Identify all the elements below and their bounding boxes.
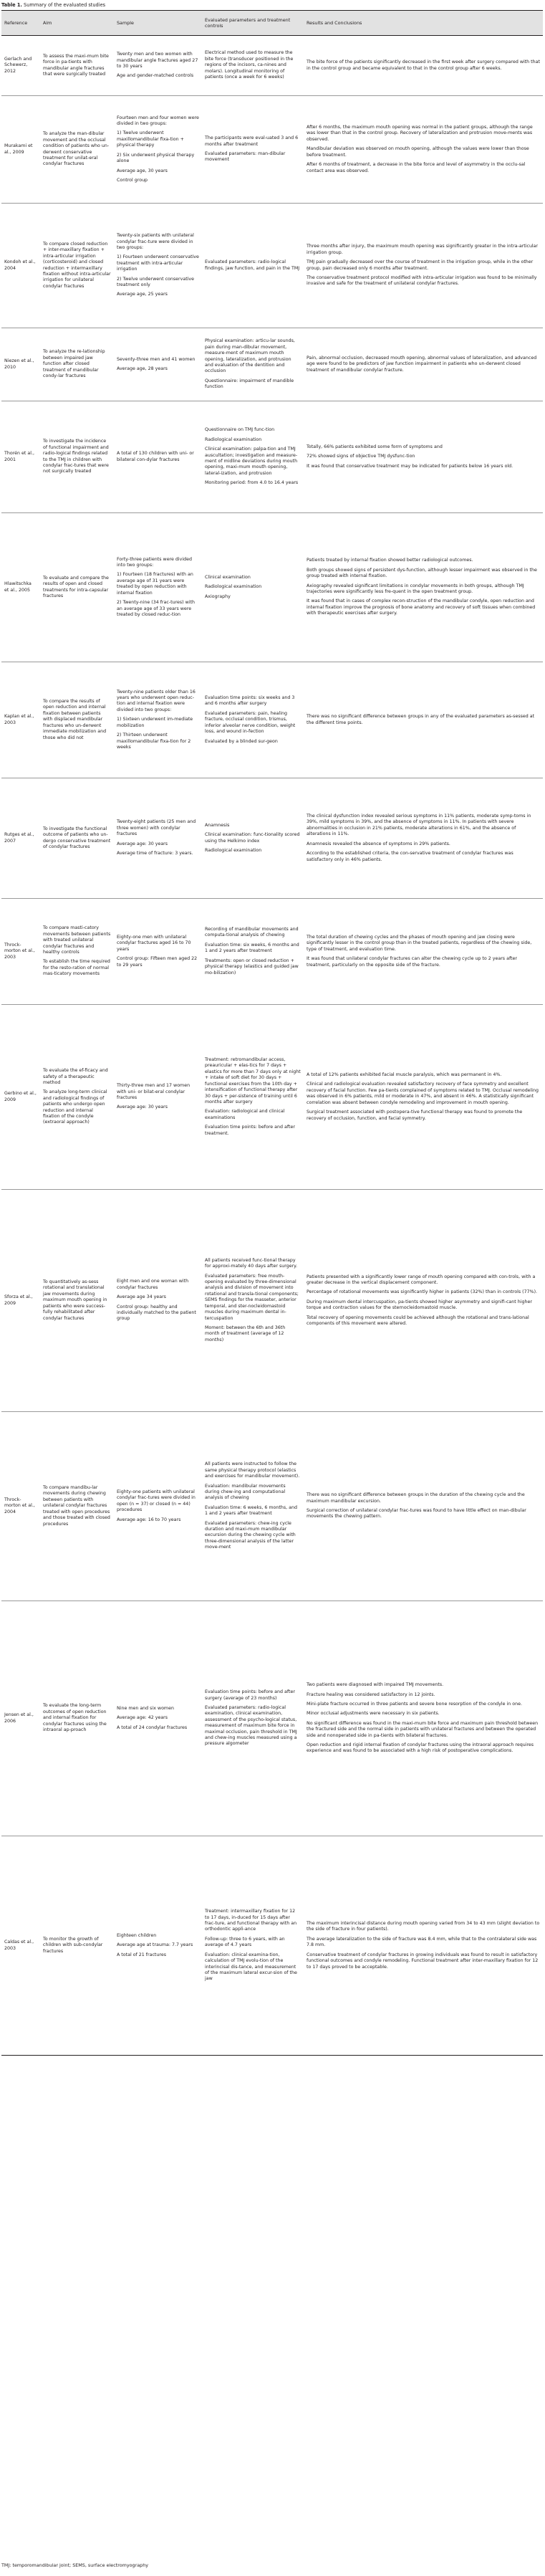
sample-text: Age and gender-matched controls [117, 73, 194, 79]
cell-params [202, 1601, 304, 1836]
params-text: Treatment: intermaxillary fixation for 12 to 17 days, in-duced for 15 days after frac-ture, and functional therapy with an orthodontic appli-ance [205, 1909, 297, 1932]
cell-params [202, 1412, 304, 1601]
aim-text: To compare the results of open reduction and internal fixation between patients with displaced mandibular fractures who un-derwent immediate mobilization and those who did not [43, 699, 107, 740]
sample-text: A total of 24 condylar fractures [117, 1725, 188, 1730]
cell-sample [114, 1190, 202, 1412]
sample-text: Control group: Fifteen men aged 22 to 29 years [117, 956, 198, 968]
sample-text: Average age, 25 years [117, 292, 168, 297]
params-text: Recording of mandibular movements and computa-tional analysis of chewing [205, 927, 299, 938]
cell-reference: Gerbino et al., 2009 [1, 1005, 40, 1190]
cell-reference: Kaplan et al., 2003 [1, 662, 40, 778]
cell-results [304, 328, 543, 401]
params-text: Radiological examination [205, 847, 262, 853]
sample-text: A total of 21 fractures [117, 1952, 166, 1957]
cell-aim [40, 1836, 114, 2056]
table-row [1, 513, 543, 662]
sample-text: 1) Twelve underwent maxillomandibular fixa-tion + physical therapy [117, 130, 184, 148]
cell-params [202, 96, 304, 204]
aim-text: To analyze long-term clinical and radiological findings of patients who undergo open reduction and internal fixation of the condyle (extraoral approach) [43, 1089, 107, 1125]
sample-text: Nine men and six women [117, 1705, 174, 1711]
results-text: Patients treated by internal fixation showed better radiological outcomes. [307, 558, 473, 563]
results-text: Total recovery of opening movements could be achieved although the rotational and trans-lational components of this movement were altered. [307, 1315, 529, 1327]
table-row [1, 1005, 543, 1190]
cell-sample [114, 96, 202, 204]
sample-text: Average age: 30 years [117, 841, 168, 846]
cell-results [304, 96, 543, 204]
cell-aim [40, 899, 114, 1005]
cell-results [304, 1005, 543, 1190]
cell-params [202, 662, 304, 778]
table-row [1, 96, 543, 204]
results-text: Surgical correction of unilateral condylar frac-tures was found to have little effect on man-dibular movements the chewing pattern. [307, 1508, 526, 1520]
params-text: Axiography [205, 593, 231, 599]
table-row [1, 1190, 543, 1412]
cell-reference: Niezen et al., 2010 [1, 328, 40, 401]
sample-text: Average age: 42 years [117, 1715, 168, 1721]
results-text: After 6 months, the maximum mouth opening was normal in the patient groups, although the range was lower than that in the control group. Recovery of lateralization and protrusion move-ments was observed. [307, 125, 533, 142]
table-row [1, 662, 543, 778]
results-text: The clinical dysfunction index revealed serious symptoms in 11% patients, moderate symp-toms in 39%, mild symptoms in 39%, and the absence of symptoms in 11%. In patients with severe abnormalities in occlusion in 21% patients, moderate alterations in 61%, and the absence of alterations in 11%. [307, 814, 531, 837]
results-text: The conservative treatment protocol modified with intra-articular irrigation was found to be minimally invasive and safe for the treatment of unilateral condylar fractures. [307, 275, 537, 287]
sample-text: 1) Sixteen underwent im-mediate mobilization [117, 717, 193, 728]
cell-sample [114, 513, 202, 662]
aim-text: To analyze the man-dibular movement and the occlusal condition of patients who un-derwent conservative treatment for unilat-eral condylar fractures [43, 131, 110, 167]
cell-params [202, 1190, 304, 1412]
params-text: Evaluation: radiological and clinical examinations [205, 1109, 285, 1120]
params-text: Electrical method used to measure the bite force (transducer positioned in the regions of the incisors, ca-nines and molars). Longitudinal monitoring of patients (once a week for 6 weeks) [205, 50, 294, 80]
params-text: Clinical examination: palpa-tion and TMJ auscultation; investigation and measure-ment of midline deviations during mouth opening, maxi-mum mouth opening, lateral-ization, and protrusion [205, 447, 298, 476]
results-text: Axiography revealed significant limitations in condylar movements in both groups, although TMJ trajectories were significantly less fre-quent in the open treatment group. [307, 583, 524, 594]
table-row [1, 778, 543, 899]
cell-params [202, 328, 304, 401]
table-row [1, 204, 543, 328]
table-row [1, 1836, 543, 2056]
results-text: There was no significant difference between groups in the duration of the chewing cycle and the maximum mandibular excursion. [307, 1492, 525, 1504]
cell-aim [40, 662, 114, 778]
params-text: Evaluation time points: before and after surgery (average of 23 months) [205, 1689, 295, 1701]
cell-aim [40, 778, 114, 899]
results-text: Totally, 66% patients exhibited some form of symptoms and [307, 444, 443, 449]
sample-text: Twenty-eight patients (25 men and three women) with condylar fractures [117, 819, 196, 837]
results-text: Conservative treatment of condylar fractures in growing individuals was found to result in satisfactory functional outcomes and condyle remodeling. Functional treatment after inter-maxillary fixation for 12 to 17 days proved to be acceptable. [307, 1952, 539, 1970]
sample-text: Average age 34 years [117, 1294, 166, 1300]
aim-text: To evaluate and compare the results of open and closed treatments for intra-capsular fractures [43, 575, 109, 598]
results-text: No significant difference was found in the maxi-mum bite force and maximum pain threshold between the fractured side and the normal side in patients with unilateral fractures and between the operated side and nonoperated side in pa-tients with bilateral fractures. [307, 1720, 539, 1738]
cell-results [304, 36, 543, 96]
params-text: Questionnaire: impairment of mandible function [205, 378, 294, 390]
params-text: Evaluated parameters: free mouth-opening evaluated by three-dimensional analysis and division of movement into rotational and transla-tional components; SEMS findings for the masseter, anterior temporal, and ster-nocleidomastoid muscles during maximum dental in-tercuspation [205, 1273, 299, 1321]
results-text: Mini-plate fracture occurred in three patients and severe bone resorption of the condyle in one. [307, 1701, 522, 1707]
cell-reference: Jensen et al., 2006 [1, 1601, 40, 1836]
sample-text: Eighty-one patients with unilateral condylar frac-tures were divided in open (n = 37) or closed (n = 44) procedures [117, 1489, 196, 1513]
sample-text: Eight men and one woman with condylar fractures [117, 1279, 189, 1290]
aim-text: To evaluate the long-term outcomes of open reduction and internal fixation for condylar fractures using the intraoral ap-proach [43, 1703, 107, 1733]
cell-results [304, 513, 543, 662]
cell-results [304, 899, 543, 1005]
cell-reference: Thorén et al., 2001 [1, 401, 40, 513]
results-text: 72% showed signs of objective TMJ dysfunc-tion [307, 454, 415, 459]
header-reference: Reference [1, 11, 40, 36]
aim-text: To analyze the re-lationship between impaired jaw function after closed treatment of mandibular condy-lar fractures [43, 349, 105, 379]
cell-aim [40, 204, 114, 328]
params-text: Questionnaire on TMJ func-tion [205, 427, 275, 433]
params-text: Moment: between the 6th and 36th month of treatment (average of 12 months) [205, 1325, 286, 1342]
cell-results [304, 204, 543, 328]
results-text: Both groups showed signs of persistent dys-function, although lesser impairment was observed in the group treated with internal fixation. [307, 567, 537, 579]
cell-results [304, 778, 543, 899]
sample-text: Fourteen men and four women were divided in two groups: [117, 115, 199, 127]
aim-text: To compare closed reduction + inter-maxillary fixation + intra-articular irrigation (corticosteroid) and closed reduction + intermaxillary fixation without intra-articular irrigation for unilateral condylar fractures [43, 241, 111, 289]
results-text: There was no significant difference between groups in any of the evaluated parameters as-sessed at the different time points. [307, 714, 535, 725]
cell-reference: Kondoh et al., 2004 [1, 204, 40, 328]
results-text: Anamnesis revealed the absence of symptoms in 29% patients. [307, 841, 450, 846]
results-text: After 6 months of treatment, a decrease in the bite force and level of asymmetry in the occlu-sal contact area was observed. [307, 162, 526, 173]
results-text: The bite force of the patients significantly decreased in the first week after surgery compared with that in the control group and became equivalent to that in the control group after 6 weeks. [307, 59, 540, 71]
header-results: Results and Conclusions [304, 11, 543, 36]
cell-reference: Throck-morton et al., 2003 [1, 899, 40, 1005]
cell-sample [114, 1601, 202, 1836]
cell-reference: Sforza et al., 2009 [1, 1190, 40, 1412]
cell-results [304, 1601, 543, 1836]
params-text: Treatment: retromandibular access, preauricular + elas-tics for 7 days + elastics for more than 7 days only at night + intake of soft diet for 30 days + functional exercises from the 10th day + intensification of functional therapy after 30 days + per-sistence of training until 6 months after surgery [205, 1057, 301, 1105]
header-parameters: Evaluated parameters and treatment controls [202, 11, 304, 36]
cell-sample [114, 1412, 202, 1601]
sample-text: Seventy-three men and 41 women [117, 356, 196, 362]
cell-results [304, 1190, 543, 1412]
params-text: Follow-up: three to 6 years, with an average of 4.7 years [205, 1936, 285, 1948]
cell-results [304, 1836, 543, 2056]
table-row [1, 1412, 543, 1601]
results-text: The maximum interincisal distance during mouth opening varied from 34 to 43 mm (slight deviation to the side of fracture in four patients). [307, 1921, 540, 1932]
studies-table [1, 10, 543, 2056]
sample-text: 1) Fourteen underwent conservative treatment with intra-articular irrigation [117, 254, 199, 272]
cell-params [202, 1836, 304, 2056]
results-text: A total of 12% patients exhibited facial muscle paralysis, which was permanent in 4%. [307, 1072, 502, 1078]
results-text: Minor occlusal adjustments were necessary in six patients. [307, 1711, 440, 1717]
results-text: Clinical and radiological evaluation revealed satisfactory recovery of face symmetry and excellent recovery of facial function. Few pa-tients complained of symptoms related to TMJ. Occlusal remodeling was observed in 6% patients, mild or moderate in 47%, and absent in 46%. A statistically significant correlation was absent between condyle remodeling and improvement in mouth opening. [307, 1082, 539, 1105]
cell-params [202, 401, 304, 513]
cell-aim [40, 36, 114, 96]
cell-sample [114, 36, 202, 96]
cell-aim [40, 328, 114, 401]
aim-text: To establish the time required for the resto-ration of normal mas-ticatory movements [43, 959, 110, 977]
cell-params [202, 1005, 304, 1190]
cell-results [304, 662, 543, 778]
cell-params [202, 513, 304, 662]
sample-text: Control group: healthy and individually matched to the patient group [117, 1304, 196, 1322]
cell-params [202, 899, 304, 1005]
results-text: It was found that in cases of complex recon-struction of the mandibular condyle, open reduction and internal fixation improve the prognosis of bone anatomy and recovery of soft tissues when combined with therapeutic exercises after surgery. [307, 598, 536, 616]
results-text: TMJ pain gradually decreased over the course of treatment in the irrigation group, while in the other group, pain decreased only 6 months after treatment. [307, 259, 534, 271]
params-text: Anamnesis [205, 822, 230, 828]
table-row [1, 899, 543, 1005]
sample-text: Average age: 30 years [117, 1105, 168, 1110]
params-text: Clinical examination [205, 574, 251, 580]
params-text: Clinical examination: func-tionality scored using the Helkimo index [205, 832, 300, 844]
results-text: It was found that unilateral condylar fractures can alter the chewing cycle up to 2 years after treatment, particularly on the opposite side of the fracture. [307, 956, 517, 968]
table-header-row [1, 11, 543, 36]
sample-text: Twenty-six patients with unilateral condylar frac-ture were divided in two groups: [117, 233, 194, 250]
header-aim: Aim [40, 11, 114, 36]
sample-text: 2) Twelve underwent conservative treatment only [117, 276, 195, 288]
table-body [1, 36, 543, 2056]
results-text: During maximum dental intercuspation, pa-tients showed higher asymmetry and signifi-cant higher torque and contraction values for the sternocleidomastoid muscle. [307, 1299, 532, 1311]
table-row [1, 328, 543, 401]
params-text: Evaluation: mandibular movements during chew-ing and computational analysis of chewing [205, 1483, 286, 1501]
sample-text: Average age at trauma: 7.7 years [117, 1942, 193, 1948]
caption-text: Summary of the evaluated studies [24, 2, 106, 8]
params-text: Evaluated by a blinded sur-geon [205, 738, 278, 744]
sample-text: Eighteen children [117, 1932, 157, 1938]
results-text: Mandibular deviation was observed on mouth opening, although the values were lower than those before treatment. [307, 146, 529, 158]
cell-sample [114, 401, 202, 513]
table-row [1, 36, 543, 96]
table-row [1, 401, 543, 513]
aim-text: To compare masti-catory movements between patients with treated unilateral condylar fractures and healthy controls [43, 925, 111, 955]
cell-params [202, 204, 304, 328]
cell-results [304, 401, 543, 513]
sample-text: A total of 130 children with uni- or bilateral con-dylar fractures [117, 451, 194, 462]
header-sample: Sample [114, 11, 202, 36]
results-text: Pain, abnormal occlusion, decreased mouth opening, abnormal values of lateralization, and advanced age were found to be predictors of jaw function impairment in patients who un-derwent closed treatment of mandibular condylar fracture. [307, 355, 537, 373]
cell-sample [114, 662, 202, 778]
sample-text: 1) Fourteen (18 fractures) with an average age of 31 years were treated by open reduction with internal fixation [117, 572, 193, 596]
aim-text: To assess the maxi-mum bite force in pa-tients with mandibular angle fractures that were surgically treated [43, 53, 109, 77]
sample-text: Average age: 16 to 70 years [117, 1517, 181, 1522]
sample-text: Eighty-one men with unilateral condylar fractures aged 16 to 70 years [117, 934, 191, 952]
params-text: All patients received func-tional therapy for approxi-mately 40 days after surgery. [205, 1257, 297, 1269]
params-text: Evaluation: clinical examina-tion, calculation of TMJ evolu-tion of the interincisal dis-tance, and measurement of the maximum lateral excur-sion of the jaw [205, 1952, 297, 1982]
sample-text: Average age, 28 years [117, 366, 168, 371]
results-text: Fracture healing was considered satisfactory in 12 joints. [307, 1692, 435, 1697]
sample-text: Twenty men and two women with mandibular angle fractures aged 27 to 30 years [117, 52, 198, 69]
params-text: Radiological examination [205, 437, 262, 442]
params-text: Evaluated parameters: man-dibular movement [205, 151, 286, 163]
cell-sample [114, 1836, 202, 2056]
cell-aim [40, 513, 114, 662]
cell-aim [40, 1601, 114, 1836]
results-text: According to the established criteria, the con-servative treatment of condylar fractures was satisfactory only in 46% patients. [307, 851, 513, 862]
params-text: Radiological examination [205, 584, 262, 590]
results-text: The total duration of chewing cycles and the phases of mouth opening and jaw closing were significantly lesser in the control group than in the treated patients, regardless of the chewing side, type of treatment, and evaluation time. [307, 934, 532, 952]
cell-aim [40, 1190, 114, 1412]
cell-params [202, 778, 304, 899]
sample-text: 2) Twenty-nine (34 frac-tures) with an average age of 33 years were treated by closed reduc-tion [117, 600, 195, 617]
cell-aim [40, 1005, 114, 1190]
cell-reference: Throck-morton et al., 2004 [1, 1412, 40, 1601]
cell-reference: Rutges et al., 2007 [1, 778, 40, 899]
sample-text: 2) Six underwent physical therapy alone [117, 152, 195, 164]
params-text: Evaluation time points: before and after treatment. [205, 1125, 295, 1136]
cell-sample [114, 1005, 202, 1190]
cell-aim [40, 96, 114, 204]
params-text: Treatments: open or closed reduction + physical therapy (elastics and guided jaw mo-bilization) [205, 958, 299, 975]
cell-sample [114, 778, 202, 899]
cell-aim [40, 401, 114, 513]
results-text: It was found that conservative treatment may be indicated for patients below 16 years old. [307, 463, 513, 469]
aim-text: To investigate the incidence of functional impairment and radio-logical findings related to the TMJ in children with condylar frac-tures that were not surgically treated [43, 439, 109, 474]
params-text: Evaluation time: 6 weeks, 6 months, and 1 and 2 years after treatment [205, 1504, 297, 1517]
results-text: The average lateralization to the side of fracture was 8.4 mm, while that to the contralateral side was 7.8 mm. [307, 1936, 537, 1948]
sample-text: Twenty-nine patients older than 16 years who underwent open reduc-tion and internal fixation were divided into two groups: [117, 689, 196, 712]
cell-sample [114, 328, 202, 401]
results-text: Two patients were diagnosed with impaired TMJ movements. [307, 1682, 444, 1688]
sample-text: Control group [117, 177, 148, 183]
aim-text: To compare mandibu-lar movements during chewing between patients with unilateral condylar fractures treated with open procedures and those treated with closed procedures [43, 1485, 110, 1527]
sample-text: Thirty-three men and 17 women with uni- or bilat-eral condylar fractures [117, 1083, 190, 1100]
sample-text: 2) Thirteen underwent maxillomandibular fixa-tion for 2 weeks [117, 733, 191, 750]
params-text: Evaluation time: six weeks, 6 months and 1 and 2 years after treatment [205, 942, 299, 954]
sample-text: Forty-three patients were divided into two groups: [117, 556, 192, 568]
params-text: Evaluated parameters: chew-ing cycle duration and maxi-mum mandibular excursion during the chewing cycle with three-dimensional analysis of the latter move-ment [205, 1520, 296, 1550]
cell-reference: Caldas et al., 2003 [1, 1836, 40, 2056]
params-text: All patients were instructed to follow the same physical therapy protocol (elastics and exercises for mandibular movement). [205, 1461, 300, 1479]
cell-reference: Gerlach and Schewerz, 2012 [1, 36, 40, 96]
params-text: Monitoring period: from 4.0 to 16.4 years [205, 480, 299, 486]
aim-text: To quantitatively as-sess rotational and translational jaw movements during maximum mouth opening in patients who were success-fully rehabilitated after condylar fractures [43, 1279, 107, 1321]
results-text: Surgical treatment associated with postopera-tive functional therapy was found to promote the recovery of occlusion, function, and facial symmetry. [307, 1110, 523, 1121]
caption-label: Table 1. [1, 2, 22, 8]
table-row [1, 1601, 543, 1836]
params-text: Evaluated parameters: pain, healing fracture, occlusal condition, trismus, inferior alveolar nerve condition, weight loss, and wound in-fection [205, 710, 296, 735]
table-caption [1, 2, 105, 9]
cell-params [202, 36, 304, 96]
cell-results [304, 1412, 543, 1601]
cell-reference: Hlawitschka et al., 2005 [1, 513, 40, 662]
sample-text: Average time of fracture: 3 years. [117, 851, 193, 857]
cell-sample [114, 204, 202, 328]
aim-text: To evaluate the ef-ficacy and safety of a therapeutic method [43, 1068, 108, 1085]
cell-aim [40, 1412, 114, 1601]
params-text: Evaluated parameters: radio-logical findings, jaw function, and pain in the TMJ [205, 259, 300, 271]
sample-text: Average age, 30 years [117, 168, 168, 173]
params-text: Evaluation time points: six weeks and 3 and 6 months after surgery [205, 695, 295, 707]
cell-sample [114, 899, 202, 1005]
table-footnote: TMJ: temporomandibular joint; SEMS, surface electromyography [1, 2562, 149, 2568]
params-text: Physical examination: articu-lar sounds, pain during man-dibular movement, measure-ment of maximum mouth opening, lateralization, and protrusion and evaluation of the dentition and occlusion [205, 338, 295, 374]
params-text: Evaluated parameters: radio-logical examination, clinical examination, assessment of the psycho-logical status, measurement of maximum bite force in maximal occlusion, pain threshold in TMJ and chew-ing muscles measured using a pressure algometer [205, 1704, 297, 1747]
results-text: Three months after injury, the maximum mouth opening was significantly greater in the intra-articular irrigation group. [307, 244, 539, 255]
results-text: Percentage of rotational movements was significantly higher in patients (32%) than in controls (77%). [307, 1289, 538, 1295]
results-text: Patients presented with a significantly lower range of mouth opening compared with con-trols, with a greater decrease in the vertical displacement component. [307, 1274, 536, 1285]
cell-reference: Murakami et al., 2009 [1, 96, 40, 204]
params-text: The participants were eval-uated 3 and 6 months after treatment [205, 135, 299, 147]
results-text: Open reduction and rigid internal fixation of condylar fractures using the intraoral approach requires experience and was found to be associated with a high risk of postoperative complications. [307, 1742, 534, 1754]
aim-text: To investigate the functional outcome of patients who un-dergo conservative treatment of condylar fractures [43, 826, 111, 849]
aim-text: To monitor the growth of children with sub-condylar fractures [43, 1936, 103, 1954]
